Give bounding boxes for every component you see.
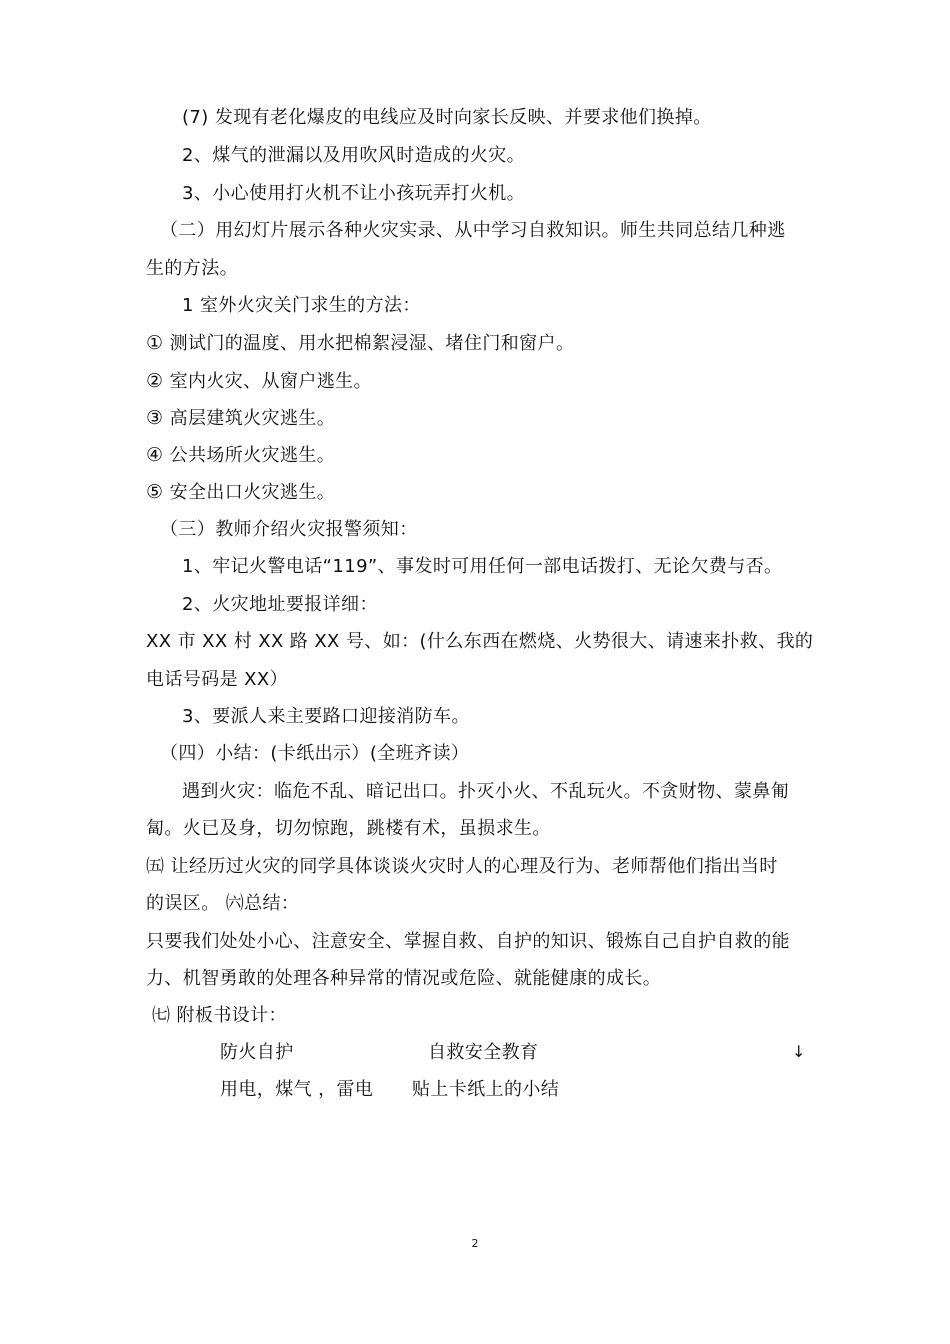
text-line: （二）用幻灯片展示各种火灾实录、从中学习自救知识。师生共同总结几种逃 xyxy=(160,220,786,241)
list-item-text: 测试门的温度、用水把棉絮浸湿、堵住门和窗户。 xyxy=(169,333,575,354)
text-line: 生的方法。 xyxy=(146,258,238,279)
text-line: 3、要派人来主要路口迎接消防车。 xyxy=(182,706,470,727)
circled-number: ① xyxy=(146,332,164,354)
circled-number: ④ xyxy=(146,444,164,466)
text-line: 电话号码是 XX） xyxy=(146,669,288,690)
board-design-left: 用电，煤气 ，雷电 xyxy=(220,1079,374,1100)
list-item xyxy=(146,331,574,356)
circled-number: ⑤ xyxy=(146,481,164,503)
text-line: 匐。火已及身，切勿惊跑，跳楼有术，虽损求生。 xyxy=(146,818,551,839)
text-line: 的误区。 ㈥总结： xyxy=(146,893,300,914)
text-line: ㈦ 附板书设计： xyxy=(152,1005,287,1026)
list-item-text: 公共场所火灾逃生。 xyxy=(169,445,336,466)
text-line: （四）小结：(卡纸出示）(全班齐读） xyxy=(160,743,470,764)
text-line: ㈤ 让经历过火灾的同学具体谈谈火灾时人的心理及行为、老师帮他们指出当时 xyxy=(146,856,778,877)
board-design-right: 自救安全教育 xyxy=(428,1042,539,1063)
list-item-text: 安全出口火灾逃生。 xyxy=(169,482,336,503)
text-line: 力、机智勇敢的处理各种异常的情况或危险、就能健康的成长。 xyxy=(146,968,662,989)
text-line: XX 市 XX 村 XX 路 XX 号、如：(什么东西在燃烧、火势很大、请速来扑救、我的 xyxy=(146,631,814,652)
text-line: 1、牢记火警电话“119”、事发时可用任何一部电话拨打、无论欠费与否。 xyxy=(182,556,783,577)
list-item-text: 高层建筑火灾逃生。 xyxy=(169,408,336,429)
text-line: 遇到火灾：临危不乱、暗记出口。扑灭小火、不乱玩火。不贪财物、蒙鼻匍 xyxy=(182,781,790,802)
text-line: 2、煤气的泄漏以及用吹风时造成的火灾。 xyxy=(182,145,526,166)
board-design-left: 防火自护 xyxy=(220,1042,294,1063)
page-number: 2 xyxy=(471,1237,479,1250)
circled-number: ③ xyxy=(146,407,164,429)
list-item xyxy=(146,443,335,468)
text-line: 2、火灾地址要报详细： xyxy=(182,594,378,615)
list-item xyxy=(146,406,335,431)
board-design-right: 贴上卡纸上的小结 xyxy=(412,1079,560,1100)
list-item xyxy=(146,369,372,394)
text-line: （三）教师介绍火灾报警须知： xyxy=(160,519,418,540)
list-item xyxy=(146,480,335,505)
text-line: (7) 发现有老化爆皮的电线应及时向家长反映、并要求他们换掉。 xyxy=(182,107,712,128)
text-line: 3、小心使用打火机不让小孩玩弄打火机。 xyxy=(182,183,526,204)
text-line: 1 室外火灾关门求生的方法： xyxy=(182,295,421,316)
down-arrow-icon: ↓ xyxy=(792,1042,806,1061)
text-line: 只要我们处处小心、注意安全、掌握自救、自护的知识、锻炼自己自护自救的能 xyxy=(146,931,790,952)
circled-number: ② xyxy=(146,370,164,392)
list-item-text: 室内火灾、从窗户逃生。 xyxy=(169,371,372,392)
